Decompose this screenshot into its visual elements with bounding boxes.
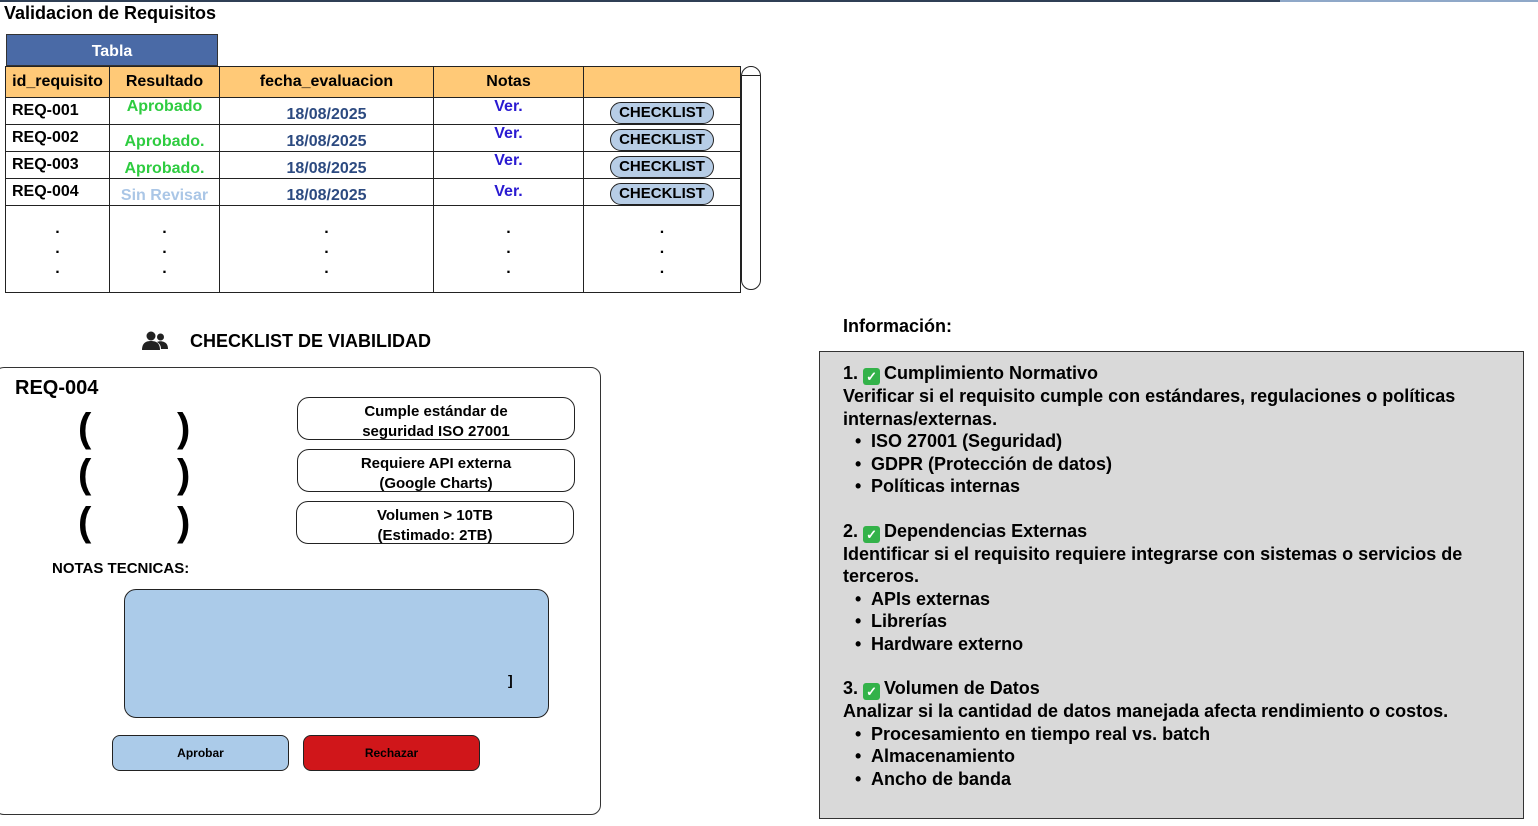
section-title: Volumen de Datos	[884, 678, 1040, 698]
cell-fecha: 18/08/2025	[220, 125, 434, 152]
page-title: Validacion de Requisitos	[4, 3, 217, 23]
notes-label: NOTAS TECNICAS:	[52, 560, 190, 577]
ellipsis-cell	[110, 206, 220, 293]
criterion-iso27001	[297, 397, 575, 440]
section-number: 1.	[843, 363, 859, 383]
info-section-heading	[843, 520, 1513, 543]
section-list	[843, 588, 1513, 656]
list-item: • ISO 27001 (Seguridad)	[871, 430, 1513, 453]
notes-link[interactable]: Ver.	[434, 98, 584, 125]
header-resultado: Resultado	[110, 67, 220, 98]
approve-button[interactable]: Aprobar	[112, 735, 289, 771]
info-label: Información:	[843, 316, 953, 336]
criterion-line: seguridad ISO 27001	[362, 423, 510, 440]
criterion-line: Volumen > 10TB	[376, 507, 493, 524]
cell-fecha: 18/08/2025	[220, 179, 434, 206]
table-tab[interactable]: Tabla	[6, 34, 218, 66]
table-header-row	[6, 67, 741, 98]
criterion-line: Cumple estándar de	[364, 403, 508, 420]
criterion-volumen	[296, 501, 574, 544]
vertical-ellipsis: . . .	[659, 220, 665, 277]
check-icon: ✓	[863, 368, 880, 385]
users-icon	[142, 330, 168, 352]
cell-resultado: Aprobado.	[110, 152, 220, 179]
list-item: • GDPR (Protección de datos)	[871, 453, 1513, 476]
table-scrollbar[interactable]	[741, 66, 761, 290]
cell-fecha: 18/08/2025	[220, 152, 434, 179]
cell-resultado: Sin Revisar	[110, 179, 220, 206]
header-notas: Notas	[434, 67, 584, 98]
cell-id: REQ-003	[6, 152, 110, 179]
criterion-checkbox-close[interactable]: )	[177, 406, 191, 450]
checklist-button[interactable]: CHECKLIST	[610, 183, 714, 205]
list-item: • Ancho de banda	[871, 768, 1513, 791]
top-divider-accent	[1280, 0, 1538, 2]
criterion-checkbox-close[interactable]: )	[177, 452, 191, 496]
cell-resultado: Aprobado	[110, 98, 220, 125]
table-row	[6, 152, 741, 179]
section-desc: Analizar si la cantidad de datos manejada afecta rendimiento o costos.	[843, 701, 1449, 721]
check-icon: ✓	[863, 526, 880, 543]
section-title: Dependencias Externas	[884, 520, 1088, 541]
header-id: id_requisito	[6, 67, 110, 98]
top-divider	[0, 0, 1280, 2]
criterion-line: (Google Charts)	[379, 475, 493, 492]
info-content	[843, 362, 1513, 812]
vertical-ellipsis: . . .	[162, 220, 167, 277]
vertical-ellipsis: . . .	[324, 220, 329, 277]
list-item: • Procesamiento en tiempo real vs. batch	[871, 723, 1513, 746]
info-section	[843, 677, 1513, 790]
checklist-req-id: REQ-004	[15, 377, 99, 399]
table-row	[6, 125, 741, 152]
section-desc: Identificar si el requisito requiere integrarse con sistemas o servicios de terceros.	[843, 543, 1463, 586]
cell-id: REQ-001	[6, 98, 110, 125]
reject-button[interactable]: Rechazar	[303, 735, 480, 771]
header-actions	[584, 67, 741, 98]
header-fecha: fecha_evaluacion	[220, 67, 434, 98]
checklist-header	[142, 330, 431, 352]
cell-resultado: Aprobado.	[110, 125, 220, 152]
list-item: • Hardware externo	[871, 633, 1513, 656]
cell-id: REQ-004	[6, 179, 110, 206]
notes-textarea[interactable]	[124, 589, 549, 718]
section-title: Cumplimiento Normativo	[884, 363, 1099, 383]
criterion-line: (Estimado: 2TB)	[377, 527, 493, 544]
scrollbar-cap	[742, 75, 760, 76]
check-icon: ✓	[863, 683, 880, 700]
section-desc: Verificar si el requisito cumple con estándares, regulaciones o políticas internas/externas.	[843, 386, 1456, 429]
criterion-checkbox-open[interactable]: (	[78, 500, 92, 544]
requirements-table	[5, 66, 741, 293]
checklist-button[interactable]: CHECKLIST	[610, 129, 714, 151]
ellipsis-cell	[6, 206, 110, 293]
list-item: • Políticas internas	[871, 475, 1513, 498]
info-section-heading	[843, 362, 1513, 385]
section-number: 2.	[843, 520, 859, 541]
list-item: • APIs externas	[871, 588, 1513, 611]
cell-action	[584, 152, 741, 179]
notes-link[interactable]: Ver.	[434, 152, 584, 179]
criterion-line: Requiere API externa	[360, 455, 512, 472]
ellipsis-cell	[434, 206, 584, 293]
section-number: 3.	[843, 678, 859, 698]
checklist-button[interactable]: CHECKLIST	[610, 156, 714, 178]
section-list	[843, 430, 1513, 498]
notes-link[interactable]: Ver.	[434, 125, 584, 152]
cell-action	[584, 98, 741, 125]
notes-link[interactable]: Ver.	[434, 179, 584, 206]
cell-action	[584, 179, 741, 206]
info-section-heading	[843, 677, 1513, 700]
table-row-ellipsis	[6, 206, 741, 293]
list-item: • Librerías	[871, 610, 1513, 633]
section-list	[843, 723, 1513, 791]
list-item: • Almacenamiento	[871, 745, 1513, 768]
vertical-ellipsis: . . .	[506, 220, 511, 277]
criterion-checkbox-open[interactable]: (	[78, 452, 92, 496]
checklist-title: CHECKLIST DE VIABILIDAD	[190, 330, 432, 351]
table-row	[6, 98, 741, 125]
criterion-api-externa	[297, 449, 575, 492]
cell-id: REQ-002	[6, 125, 110, 152]
notes-caret: ]	[508, 672, 513, 688]
cell-action	[584, 125, 741, 152]
ellipsis-cell	[584, 206, 741, 293]
cell-fecha: 18/08/2025	[220, 98, 434, 125]
vertical-ellipsis: . . .	[55, 220, 60, 277]
info-section	[843, 520, 1513, 656]
table-row	[6, 179, 741, 206]
checklist-button[interactable]: CHECKLIST	[610, 102, 714, 124]
criterion-checkbox-close[interactable]: )	[177, 500, 191, 544]
ellipsis-cell	[220, 206, 434, 293]
criterion-checkbox-open[interactable]: (	[78, 406, 92, 450]
info-section	[843, 362, 1513, 498]
